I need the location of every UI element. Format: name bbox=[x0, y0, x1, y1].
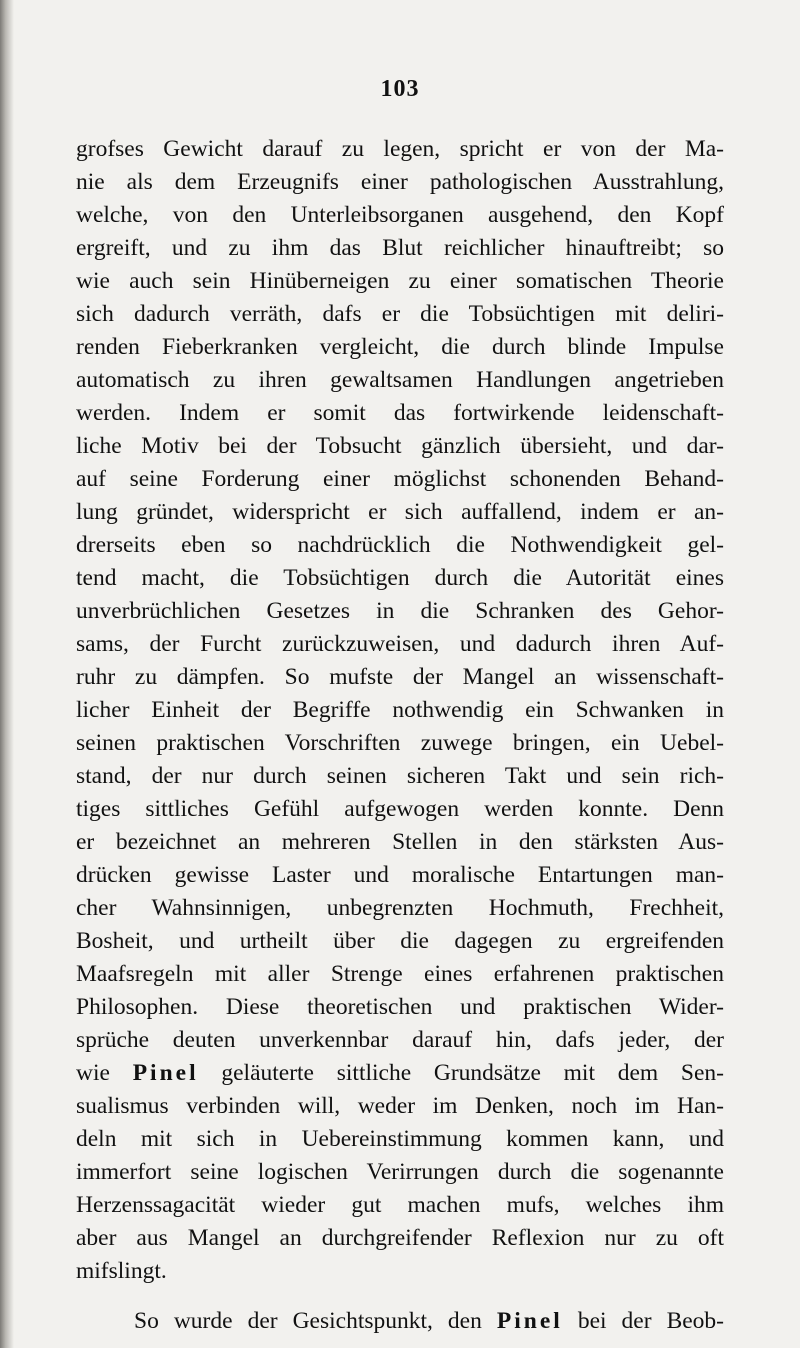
text-line: drücken gewisse Laster und moralische Entartungen man- bbox=[76, 862, 724, 888]
text-line: grofses Gewicht darauf zu legen, spricht er von der Ma- bbox=[76, 136, 724, 162]
text-line: er bezeichnet an mehreren Stellen in den stärksten Aus- bbox=[76, 829, 724, 855]
text-line: Philosophen. Diese theoretischen und praktischen Wider- bbox=[76, 994, 724, 1020]
text-line: auf seine Forderung einer möglichst schonenden Behand- bbox=[76, 466, 724, 492]
text-line: tend macht, die Tobsüchtigen durch die Autorität eines bbox=[76, 565, 724, 591]
text-line: stand, der nur durch seinen sicheren Takt und sein rich- bbox=[76, 763, 724, 789]
text-line: nie als dem Erzeugnifs einer pathologischen Ausstrahlung, bbox=[76, 169, 724, 195]
text-line: mifslingt. bbox=[76, 1258, 167, 1284]
text-line: seinen praktischen Vorschriften zuwege bringen, ein Uebel- bbox=[76, 730, 724, 756]
text-line: automatisch zu ihren gewaltsamen Handlungen angetrieben bbox=[76, 367, 724, 393]
text-line: sprüche deuten unverkennbar darauf hin, dafs jeder, der bbox=[76, 1027, 724, 1053]
text-line: sams, der Furcht zurückzuweisen, und dadurch ihren Auf- bbox=[76, 631, 724, 657]
page-binding-shadow bbox=[0, 0, 14, 1348]
name-pinel: Pinel bbox=[496, 1308, 563, 1334]
text-line: immerfort seine logischen Verirrungen durch die sogenannte bbox=[76, 1159, 724, 1185]
text-line: ruhr zu dämpfen. So mufste der Mangel an wissenschaft- bbox=[76, 664, 724, 690]
text-line: drerseits eben so nachdrücklich die Nothwendigkeit gel- bbox=[76, 532, 724, 558]
text-line: werden. Indem er somit das fortwirkende leidenschaft- bbox=[76, 400, 724, 426]
text-line: sich dadurch verräth, dafs er die Tobsüchtigen mit deliri- bbox=[76, 301, 724, 327]
text-line: lung gründet, widerspricht er sich auffallend, indem er an- bbox=[76, 499, 724, 525]
page-number: 103 bbox=[380, 76, 420, 102]
text-line-pinel: wie Pinel geläuterte sittliche Grundsätze mit dem Sen- bbox=[76, 1060, 725, 1086]
text-line: renden Fieberkranken vergleicht, die durch blinde Impulse bbox=[76, 334, 724, 360]
text-line: sualismus verbinden will, weder im Denken, noch im Han- bbox=[76, 1093, 724, 1119]
text-line: deln mit sich in Uebereinstimmung kommen kann, und bbox=[76, 1126, 724, 1152]
paragraph-1-tail bbox=[76, 1090, 724, 1288]
text-line: welche, von den Unterleibsorganen ausgehend, den Kopf bbox=[76, 202, 724, 228]
text-line: wie auch sein Hinüberneigen zu einer somatischen Theorie bbox=[76, 268, 724, 294]
text-line: tiges sittliches Gefühl aufgewogen werden konnte. Denn bbox=[76, 796, 724, 822]
text-line: unverbrüchlichen Gesetzes in die Schranken des Gehor- bbox=[76, 598, 724, 624]
text-line: Maafsregeln mit aller Strenge eines erfahrenen praktischen bbox=[76, 961, 724, 987]
name-pinel: Pinel bbox=[132, 1060, 199, 1086]
text-line: Herzenssagacität wieder gut machen mufs, welches ihm bbox=[76, 1192, 724, 1218]
paragraph-2-first-line: So wurde der Gesichtspunkt, den Pinel bei der Beob- bbox=[134, 1308, 724, 1334]
text-line: ergreift, und zu ihm das Blut reichlicher hinauftreibt; so bbox=[76, 235, 724, 261]
text-line: aber aus Mangel an durchgreifender Reflexion nur zu oft bbox=[76, 1225, 724, 1251]
text-line: cher Wahnsinnigen, unbegrenzten Hochmuth, Frechheit, bbox=[76, 895, 724, 921]
text-line: licher Einheit der Begriffe nothwendig ein Schwanken in bbox=[76, 697, 724, 723]
paragraph-1 bbox=[76, 133, 724, 1057]
text-line: liche Motiv bei der Tobsucht gänzlich übersieht, und dar- bbox=[76, 433, 724, 459]
text-line: Bosheit, und urtheilt über die dagegen zu ergreifenden bbox=[76, 928, 724, 954]
body-text bbox=[76, 133, 724, 1338]
